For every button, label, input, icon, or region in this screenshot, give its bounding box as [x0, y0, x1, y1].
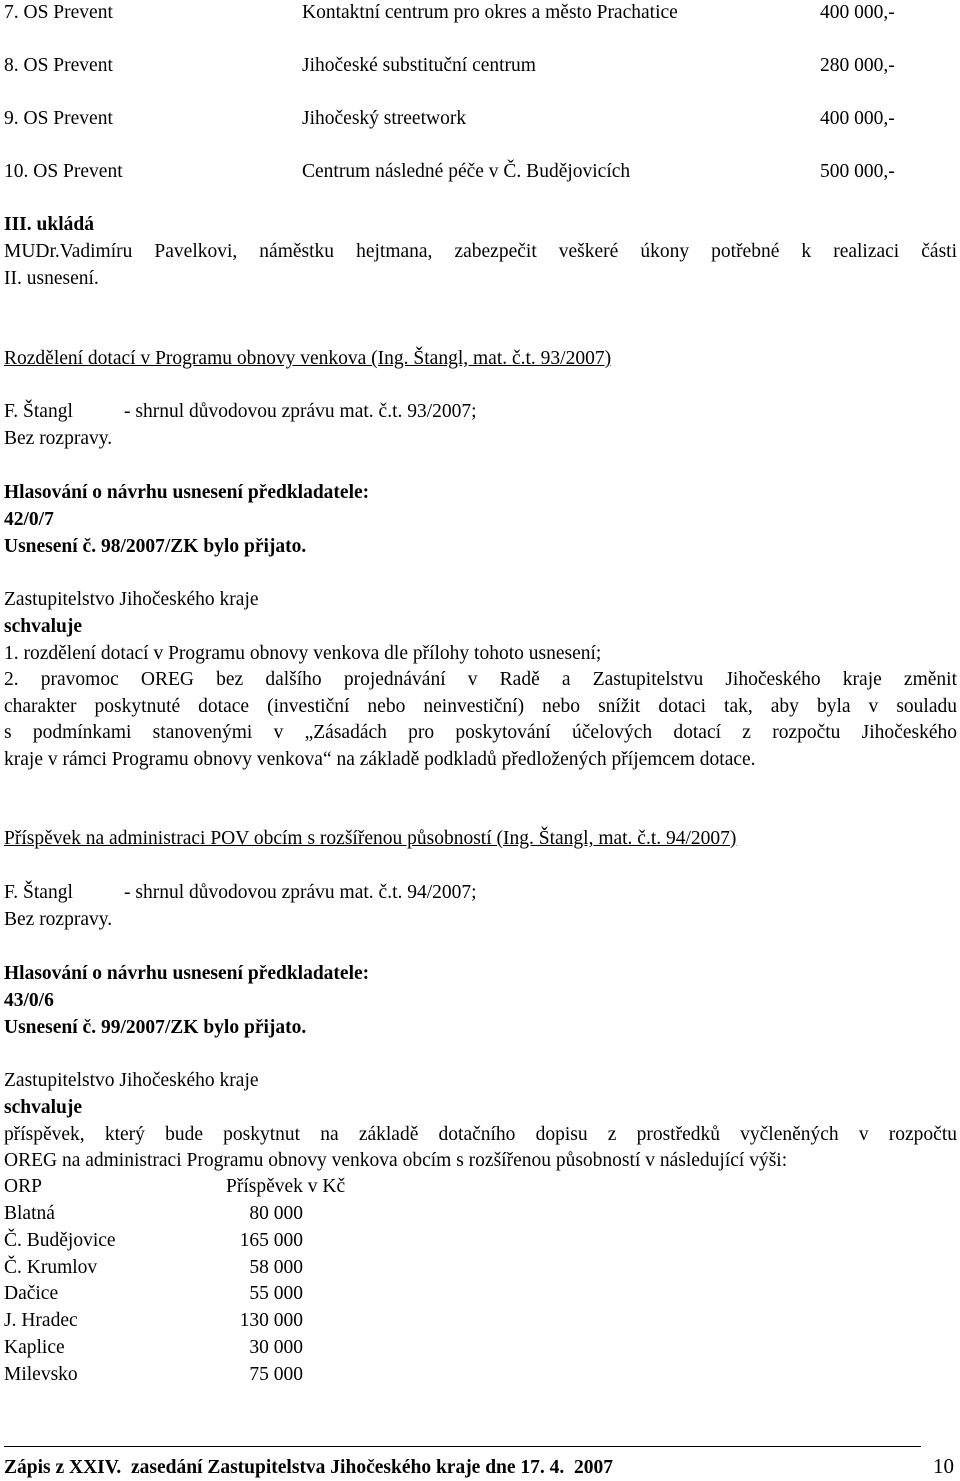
table-cell-orp: J. Hradec — [4, 1310, 78, 1331]
org-amount: 280 000,- — [820, 55, 895, 76]
table-cell-orp: Kaplice — [4, 1337, 65, 1358]
org-project: Jihočeské substituční centrum — [302, 55, 536, 76]
org-amount: 400 000,- — [820, 2, 895, 23]
org-project: Kontaktní centrum pro okres a město Prachatice — [302, 2, 678, 23]
table-cell-orp: Blatná — [4, 1203, 55, 1224]
resolution-point: 2. pravomoc OREG bez dalšího projednávání v Radě a Zastupitelstvu Jihočeského kraje změnit — [4, 669, 957, 690]
resolution-body: Zastupitelstvo Jihočeského kraje — [4, 1070, 259, 1091]
vote-result: 43/0/6 — [4, 990, 54, 1011]
resolution-text: příspěvek, který bude poskytnut na základě dotačního dopisu z prostředků vyčleněných v rozpočtu — [4, 1124, 957, 1145]
vote-heading: Hlasování o návrhu usnesení předkladatele: — [4, 963, 370, 984]
org-number: 8. OS Prevent — [4, 55, 113, 76]
table-cell-amount: 165 000 — [239, 1230, 303, 1251]
speaker-name: F. Štangl — [4, 882, 73, 903]
table-cell-orp: Dačice — [4, 1283, 59, 1304]
org-amount: 500 000,- — [820, 161, 895, 182]
table-cell-orp: Č. Budějovice — [4, 1230, 116, 1251]
vote-result: 42/0/7 — [4, 509, 54, 530]
agenda-item-title: Rozdělení dotací v Programu obnovy venkova (Ing. Štangl, mat. č.t. 93/2007) — [4, 348, 612, 369]
resolution-line: Usnesení č. 98/2007/ZK bylo přijato. — [4, 536, 307, 557]
table-cell-amount: 30 000 — [249, 1337, 303, 1358]
speaker-note: - shrnul důvodovou zprávu mat. č.t. 93/2007; — [124, 401, 477, 422]
table-cell-amount: 130 000 — [239, 1310, 303, 1331]
resolution-point: s podmínkami stanovenými v „Zásadách pro poskytování účelových dotací z rozpočtu Jihočeského — [4, 722, 957, 743]
vote-heading: Hlasování o návrhu usnesení předkladatele: — [4, 482, 370, 503]
table-cell-amount: 80 000 — [249, 1203, 303, 1224]
debate-note: Bez rozpravy. — [4, 909, 113, 930]
debate-note: Bez rozpravy. — [4, 428, 113, 449]
page-footer: Zápis z XXIV. zasedání Zastupitelstva Jihočeského kraje dne 17. 4. 2007 — [4, 1457, 614, 1478]
table-cell-amount: 75 000 — [249, 1364, 303, 1385]
org-project: Jihočeský streetwork — [302, 108, 467, 129]
section-text: MUDr.Vadimíru Pavelkovi, náměstku hejtmana, zabezpečit veškeré úkony potřebné k realizaci části — [4, 241, 957, 262]
table-header-orp: ORP — [4, 1176, 42, 1197]
table-cell-amount: 55 000 — [249, 1283, 303, 1304]
speaker-name: F. Štangl — [4, 401, 73, 422]
table-cell-orp: Č. Krumlov — [4, 1257, 98, 1278]
resolution-point: charakter poskytnuté dotace (investiční nebo neinvestiční) nebo snížit dotaci tak, aby byla v souladu — [4, 696, 957, 717]
page-number: 10 — [933, 1454, 954, 1478]
resolution-line: Usnesení č. 99/2007/ZK bylo přijato. — [4, 1017, 307, 1038]
agenda-item-title: Příspěvek na administraci POV obcím s rozšířenou působností (Ing. Štangl, mat. č.t. 94/2007) — [4, 828, 737, 849]
resolution-verb: schvaluje — [4, 616, 82, 637]
table-cell-amount: 58 000 — [249, 1257, 303, 1278]
table-cell-orp: Milevsko — [4, 1364, 78, 1385]
resolution-text: OREG na administraci Programu obnovy venkova obcím s rozšířenou působností v následující výši: — [4, 1150, 788, 1171]
footer-rule — [4, 1446, 921, 1447]
table-header-amount: Příspěvek v Kč — [226, 1176, 346, 1197]
resolution-verb: schvaluje — [4, 1097, 82, 1118]
org-number: 10. OS Prevent — [4, 161, 123, 182]
resolution-body: Zastupitelstvo Jihočeského kraje — [4, 589, 259, 610]
org-project: Centrum následné péče v Č. Budějovicích — [302, 161, 631, 182]
org-number: 9. OS Prevent — [4, 108, 113, 129]
resolution-point: 1. rozdělení dotací v Programu obnovy venkova dle přílohy tohoto usnesení; — [4, 643, 602, 664]
section-heading: III. ukládá — [4, 214, 94, 235]
section-text: II. usnesení. — [4, 268, 99, 289]
resolution-point: kraje v rámci Programu obnovy venkova“ na základě podkladů předložených příjemcem dotace. — [4, 749, 756, 770]
speaker-note: - shrnul důvodovou zprávu mat. č.t. 94/2007; — [124, 882, 477, 903]
org-number: 7. OS Prevent — [4, 2, 113, 23]
org-amount: 400 000,- — [820, 108, 895, 129]
